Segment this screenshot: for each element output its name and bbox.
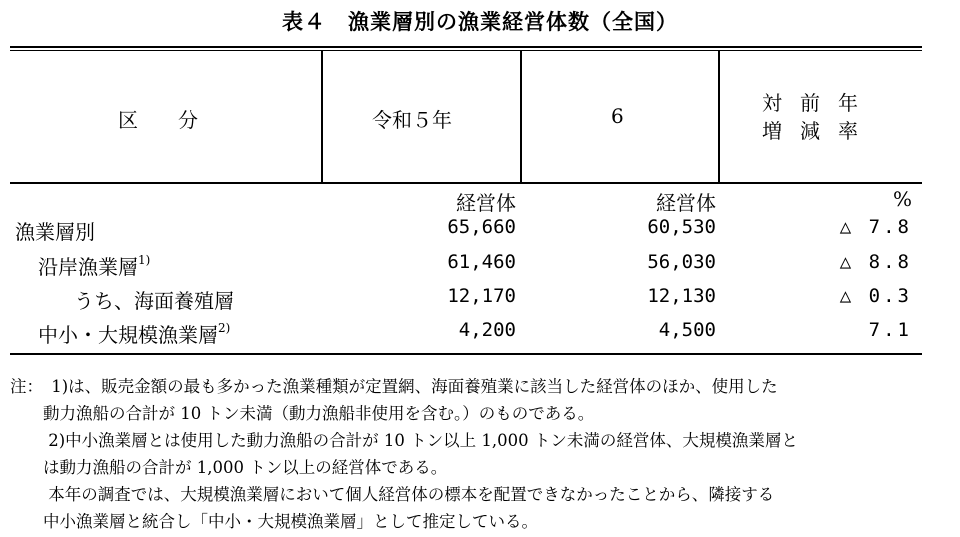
value-yoy: △ 0.3 — [839, 285, 912, 307]
row-label-text: 中小・大規模漁業層 — [38, 323, 218, 347]
fishery-table — [10, 46, 922, 355]
row-label — [15, 216, 95, 245]
header-rule — [10, 182, 922, 184]
value-r5: 12,170 — [447, 285, 516, 307]
row-label-text: うち、海面養殖層 — [74, 289, 234, 313]
row-label — [74, 285, 234, 314]
note-line: 動力漁船の合計が 10 トン未満（動力漁船非使用を含む。）のものである。 — [10, 404, 595, 423]
value-r5: 65,660 — [447, 216, 516, 238]
footnote-marker: 1) — [138, 253, 151, 267]
top-rule-inner — [10, 50, 922, 51]
table-notes — [10, 373, 945, 535]
column-divider-2 — [520, 50, 522, 182]
header-yoy-line1: 対前年 — [762, 91, 876, 115]
note-line: 2)中小漁業層とは使用した動力漁船の合計が 10 トン以上 1,000 トン未満の経営体、大規模漁業層と — [10, 431, 798, 450]
header-yoy-line2: 増減率 — [762, 119, 876, 143]
value-r5: 61,460 — [447, 251, 516, 273]
value-yoy: △ 8.8 — [839, 251, 912, 273]
row-label-text: 漁業層別 — [15, 220, 95, 244]
value-yoy: 7.1 — [868, 319, 912, 341]
header-category: 区 分 — [118, 108, 198, 132]
column-divider-1 — [321, 50, 323, 182]
value-r5: 4,200 — [458, 319, 516, 341]
value-yoy: △ 7.8 — [839, 216, 912, 238]
note-line: 中小漁業層と統合し「中小・大規模漁業層」として推定している。 — [10, 512, 538, 531]
table-row — [10, 281, 922, 315]
column-divider-3 — [718, 50, 720, 182]
header-year-1: 令和５年 — [372, 108, 452, 132]
unit-col1: 経営体 — [456, 191, 516, 215]
unit-col3: % — [892, 187, 912, 211]
row-label-text: 沿岸漁業層 — [38, 255, 138, 279]
value-r6: 60,530 — [647, 216, 716, 238]
row-label — [38, 319, 230, 348]
top-rule — [10, 46, 922, 48]
table-row — [10, 247, 922, 281]
row-label — [38, 251, 150, 280]
note-line: 注： 1)は、販売金額の最も多かった漁業種類が定置網、海面養殖業に該当した経営体のほか、使用した — [10, 377, 778, 396]
note-line: 本年の調査では、大規模漁業層において個人経営体の標本を配置できなかったことから、隣接する — [10, 485, 775, 504]
table-title: 表４ 漁業層別の漁業経営体数（全国） — [282, 10, 678, 34]
value-r6: 4,500 — [658, 319, 716, 341]
footnote-marker: 2) — [218, 321, 231, 335]
table-row — [10, 212, 922, 246]
note-line: は動力漁船の合計が 1,000 トン以上の経営体である。 — [10, 458, 448, 477]
table-row — [10, 315, 922, 349]
value-r6: 56,030 — [647, 251, 716, 273]
unit-col2: 経営体 — [656, 191, 716, 215]
bottom-rule — [10, 353, 922, 355]
value-r6: 12,130 — [647, 285, 716, 307]
header-year-2: 6 — [611, 104, 624, 128]
